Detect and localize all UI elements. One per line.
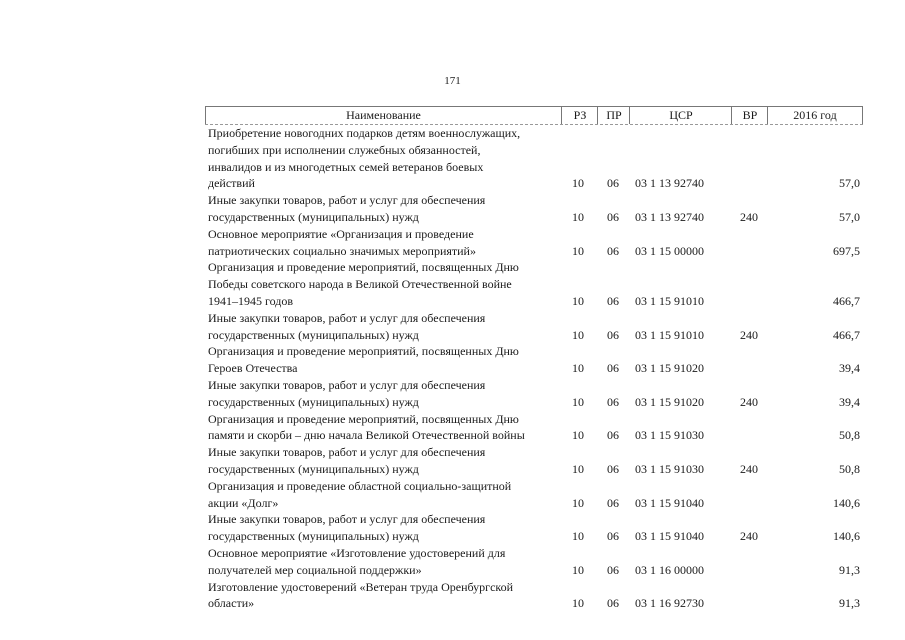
row-rz: 10 (572, 529, 584, 544)
row-amount: 39,4 (839, 361, 860, 376)
row-name (205, 579, 553, 613)
row-rz: 10 (572, 428, 584, 443)
row-csr: 03 1 15 91040 (635, 495, 704, 510)
row-pr: 06 (607, 495, 619, 510)
header-pr: ПР (597, 107, 630, 124)
row-csr: 03 1 15 91020 (635, 361, 704, 376)
row-name-line: Основное мероприятие «Изготовление удостоверений для (208, 545, 506, 560)
row-amount: 466,7 (833, 327, 860, 342)
table-row (205, 259, 863, 309)
table-row (205, 192, 863, 226)
row-name-line: получателей мер социальной поддержки» (208, 562, 422, 577)
row-pr: 06 (607, 293, 619, 308)
row-name-line: действий (208, 176, 255, 191)
table-body (205, 125, 863, 612)
row-name-line: Организация и проведение мероприятий, посвященных Дню (208, 260, 519, 275)
row-rz: 10 (572, 176, 584, 191)
row-rz: 10 (572, 243, 584, 258)
row-vr: 240 (740, 209, 758, 224)
row-pr: 06 (607, 209, 619, 224)
header-name: Наименование (205, 107, 561, 124)
table-header (205, 106, 863, 125)
row-pr: 06 (607, 562, 619, 577)
row-name (205, 444, 553, 478)
table-row (205, 579, 863, 613)
table-row (205, 444, 863, 478)
row-name-line: Иные закупки товаров, работ и услуг для обеспечения (208, 193, 486, 208)
row-csr: 03 1 15 00000 (635, 243, 704, 258)
header-vr: ВР (731, 107, 768, 124)
row-pr: 06 (607, 361, 619, 376)
row-csr: 03 1 15 91040 (635, 529, 704, 544)
row-pr: 06 (607, 596, 619, 611)
row-rz: 10 (572, 361, 584, 376)
row-name-line: Основное мероприятие «Организация и проведение (208, 226, 474, 241)
row-name-line: Иные закупки товаров, работ и услуг для обеспечения (208, 310, 486, 325)
row-vr: 240 (740, 529, 758, 544)
row-rz: 10 (572, 394, 584, 409)
row-pr: 06 (607, 529, 619, 544)
row-name-line: государственных (муниципальных) нужд (208, 529, 419, 544)
row-rz: 10 (572, 293, 584, 308)
row-name (205, 377, 553, 411)
row-amount: 39,4 (839, 394, 860, 409)
row-name (205, 411, 553, 445)
row-vr: 240 (740, 327, 758, 342)
row-name-line: Организация и проведение мероприятий, посвященных Дню (208, 344, 519, 359)
row-name (205, 192, 553, 226)
row-name-line: области» (208, 596, 255, 611)
row-name (205, 226, 553, 260)
row-amount: 697,5 (833, 243, 860, 258)
row-amount: 466,7 (833, 293, 860, 308)
table-row (205, 478, 863, 512)
row-amount: 91,3 (839, 596, 860, 611)
row-csr: 03 1 15 91010 (635, 293, 704, 308)
row-name (205, 545, 553, 579)
row-name-line: акции «Долг» (208, 495, 279, 510)
row-name-line: 1941–1945 годов (208, 293, 294, 308)
row-amount: 140,6 (833, 529, 860, 544)
row-pr: 06 (607, 243, 619, 258)
header-rz: РЗ (561, 107, 598, 124)
budget-table (205, 106, 863, 612)
row-name (205, 310, 553, 344)
row-pr: 06 (607, 176, 619, 191)
row-pr: 06 (607, 461, 619, 476)
table-row (205, 125, 863, 192)
row-name-line: Иные закупки товаров, работ и услуг для обеспечения (208, 445, 486, 460)
row-amount: 50,8 (839, 461, 860, 476)
table-row (205, 511, 863, 545)
row-name-line: Изготовление удостоверений «Ветеран труда Оренбургской (208, 579, 514, 594)
row-pr: 06 (607, 394, 619, 409)
row-name-line: Победы советского народа в Великой Отечественной войне (208, 277, 512, 292)
row-pr: 06 (607, 428, 619, 443)
row-name (205, 511, 553, 545)
row-name-line: патриотических социально значимых мероприятий» (208, 243, 476, 258)
row-rz: 10 (572, 327, 584, 342)
row-name (205, 125, 553, 192)
header-year: 2016 год (767, 107, 863, 124)
row-csr: 03 1 15 91030 (635, 461, 704, 476)
row-csr: 03 1 15 91020 (635, 394, 704, 409)
header-csr: ЦСР (629, 107, 732, 124)
row-csr: 03 1 16 00000 (635, 562, 704, 577)
row-name-line: погибших при исполнении служебных обязанностей, (208, 142, 481, 157)
row-amount: 57,0 (839, 209, 860, 224)
row-name-line: Героев Отечества (208, 361, 298, 376)
row-amount: 140,6 (833, 495, 860, 510)
row-amount: 91,3 (839, 562, 860, 577)
row-vr: 240 (740, 394, 758, 409)
row-pr: 06 (607, 327, 619, 342)
row-name-line: государственных (муниципальных) нужд (208, 209, 419, 224)
row-name (205, 259, 553, 309)
row-amount: 57,0 (839, 176, 860, 191)
row-name (205, 343, 553, 377)
page-number: 171 (444, 75, 461, 87)
row-csr: 03 1 15 91010 (635, 327, 704, 342)
row-rz: 10 (572, 596, 584, 611)
row-name-line: Приобретение новогодних подарков детям военнослужащих, (208, 126, 521, 140)
row-csr: 03 1 13 92740 (635, 176, 704, 191)
row-csr: 03 1 13 92740 (635, 209, 704, 224)
row-name-line: государственных (муниципальных) нужд (208, 394, 419, 409)
row-name (205, 478, 553, 512)
row-name-line: Иные закупки товаров, работ и услуг для обеспечения (208, 512, 486, 527)
table-row (205, 545, 863, 579)
table-row (205, 226, 863, 260)
row-name-line: государственных (муниципальных) нужд (208, 461, 419, 476)
row-name-line: государственных (муниципальных) нужд (208, 327, 419, 342)
table-row (205, 377, 863, 411)
row-rz: 10 (572, 461, 584, 476)
row-rz: 10 (572, 209, 584, 224)
row-name-line: Иные закупки товаров, работ и услуг для обеспечения (208, 377, 486, 392)
row-rz: 10 (572, 562, 584, 577)
row-csr: 03 1 15 91030 (635, 428, 704, 443)
row-vr: 240 (740, 461, 758, 476)
row-name-line: памяти и скорби – дню начала Великой Отечественной войны (208, 428, 525, 443)
row-name-line: Организация и проведение мероприятий, посвященных Дню (208, 411, 519, 426)
table-row (205, 310, 863, 344)
row-name-line: Организация и проведение областной социально-защитной (208, 478, 512, 493)
table-row (205, 411, 863, 445)
row-rz: 10 (572, 495, 584, 510)
row-csr: 03 1 16 92730 (635, 596, 704, 611)
row-name-line: инвалидов и из многодетных семей ветеранов боевых (208, 159, 484, 174)
row-amount: 50,8 (839, 428, 860, 443)
table-row (205, 343, 863, 377)
